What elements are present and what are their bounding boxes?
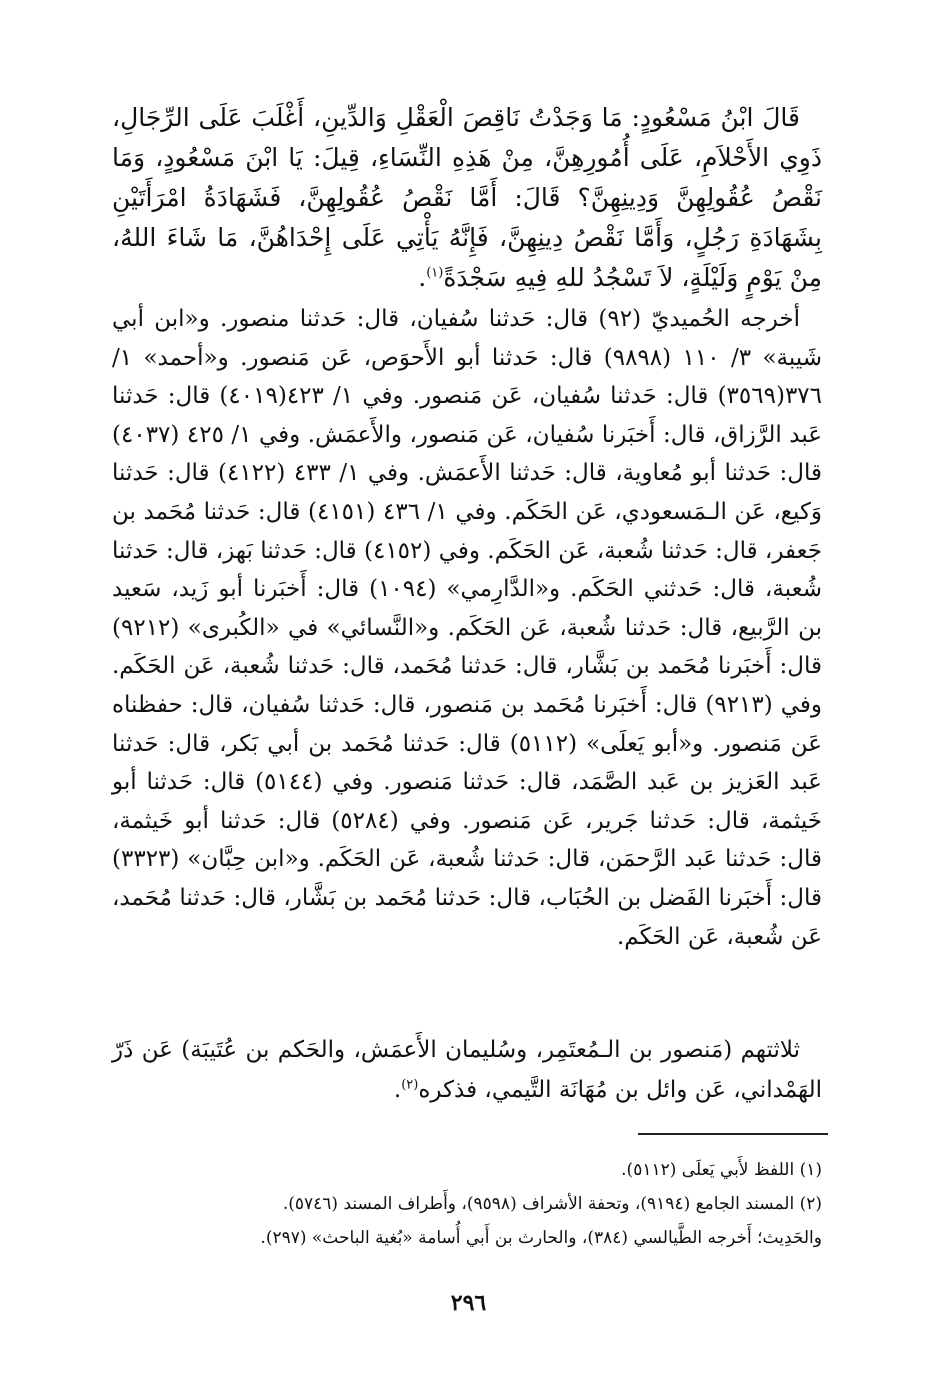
footnote-2: (٢) المسند الجامع (٩١٩٤)، وتحفة الأشراف (٩٥٩٨)، وأَطراف المسند (٥٧٤٦). — [282, 1194, 822, 1214]
footnotes — [112, 1153, 822, 1255]
footnote-2-continued: والحَدِيث؛ أَخرجه الطَّيالسي (٣٨٤)، والحارث بن أَبي أُسامة «بُغية الباحث» (٢٩٧). — [260, 1228, 822, 1248]
footnote-1: (١) اللفظ لأَبي يَعلَى (٥١١٢). — [621, 1160, 822, 1180]
chain-summary-paragraph — [112, 1030, 822, 1110]
quote-period: . — [418, 263, 427, 292]
footnote-ref-1: (١) — [426, 265, 444, 281]
hadith-quote-text: قَالَ ابْنُ مَسْعُودٍ: مَا وَجَدْتُ نَاقِصَ الْعَقْلِ وَالدِّينِ، أَغْلَبَ عَلَى الرِّجَالِ، ذَوِي الأَحْلاَمِ، عَلَى أُمُورِهِنَّ، مِنْ هَذِهِ النِّسَاءِ، قِيلَ: يَا ابْنَ مَسْعُودٍ، وَمَا نَقْصُ عُقُولِهِنَّ وَدِينِهِنَّ؟ قَالَ: أَمَّا نَقْصُ عُقُولِهِنَّ، فَشَهَادَةُ امْرَأَتَيْنِ بِشَهَادَةِ رَجُلٍ، وَأَمَّا نَقْصُ دِينِهِنَّ، فَإِنَّهُ يَأْتِي عَلَى إِحْدَاهُنَّ، مَا شَاءَ اللهُ، مِنْ يَوْمٍ وَلَيْلَةٍ، لاَ تَسْجُدُ للهِ فِيهِ سَجْدَةً — [112, 103, 822, 292]
summary-period: . — [393, 1077, 402, 1103]
takhrij-text: أخرجه الحُميديّ (٩٢) قال: حَدثنا سُفيان، قال: حَدثنا منصور. و«ابن أبي شَيبة» ٣/ ١١٠ (٩٨٩٨) قال: حَدثنا أبو الأَحوَص، عَن مَنصور. و«أحمد» ١/ ٣٧٦(٣٥٦٩) قال: حَدثنا سُفيان، عَن مَنصور. وفي ١/ ٤٢٣(٤٠١٩) قال: حَدثنا عَبد الرَّزاق، قال: أَخبَرنا سُفيان، عَن مَنصور، والأَعمَش. وفي ١/ ٤٢٥ (٤٠٣٧) قال: حَدثنا أبو مُعاوية، قال: حَدثنا الأَعمَش. وفي ١/ ٤٣٣ (٤١٢٢) قال: حَدثنا وَكيع، عَن الـمَسعودي، عَن الحَكَم. وفي ١/ ٤٣٦ (٤١٥١) قال: حَدثنا مُحَمد بن جَعفر، قال: حَدثنا شُعبة، عَن الحَكَم. وفي (٤١٥٢) قال: حَدثنا بَهز، قال: حَدثنا شُعبة، قال: حَدثني الحَكَم. و«الدَّارِمي» (١٠٩٤) قال: أَخبَرنا أبو زَيد، سَعيد بن الرَّبيع، قال: حَدثنا شُعبة، عَن الحَكَم. و«النَّسائي» في «الكُبرى» (٩٢١٢) قال: أَخبَرنا مُحَمد بن بَشَّار، قال: حَدثنا مُحَمد، قال: حَدثنا شُعبة، عَن الحَكَم. وفي (٩٢١٣) قال: أَخبَرنا مُحَمد بن مَنصور، قال: حَدثنا سُفيان، قال: حفظناه عَن مَنصور. و«أبو يَعلَى» (٥١١٢) قال: حَدثنا مُحَمد بن أبي بَكر، قال: حَدثنا عَبد العَزيز بن عَبد الصَّمَد، قال: حَدثنا مَنصور. وفي (٥١٤٤) قال: حَدثنا أبو خَيثمة، قال: حَدثنا جَرير، عَن مَنصور. وفي (٥٢٨٤) قال: حَدثنا أبو خَيثمة، قال: حَدثنا عَبد الرَّحمَن، قال: حَدثنا شُعبة، عَن الحَكَم. و«ابن حِبَّان» (٣٣٢٣) قال: أَخبَرنا الفَضل بن الحُبَاب، قال: حَدثنا مُحَمد بن بَشَّار، قال: حَدثنا مُحَمد، عَن شُعبة، عَن الحَكَم. — [112, 306, 823, 950]
footnote-separator — [638, 1133, 828, 1135]
hadith-quote — [112, 98, 822, 298]
takhrij-paragraph — [112, 300, 822, 956]
footnote-ref-2: (٢) — [401, 1077, 419, 1093]
page-number: ٢٩٦ — [450, 1290, 487, 1316]
chain-summary-text: ثلاثتهم (مَنصور بن الـمُعتَمِر، وسُليمان الأَعمَش، والحَكم بن عُتَيبَة) عَن ذَرّ الهَمْداني، عَن وائل بن مُهَانَة التَّيمي، فذكره — [112, 1037, 822, 1103]
